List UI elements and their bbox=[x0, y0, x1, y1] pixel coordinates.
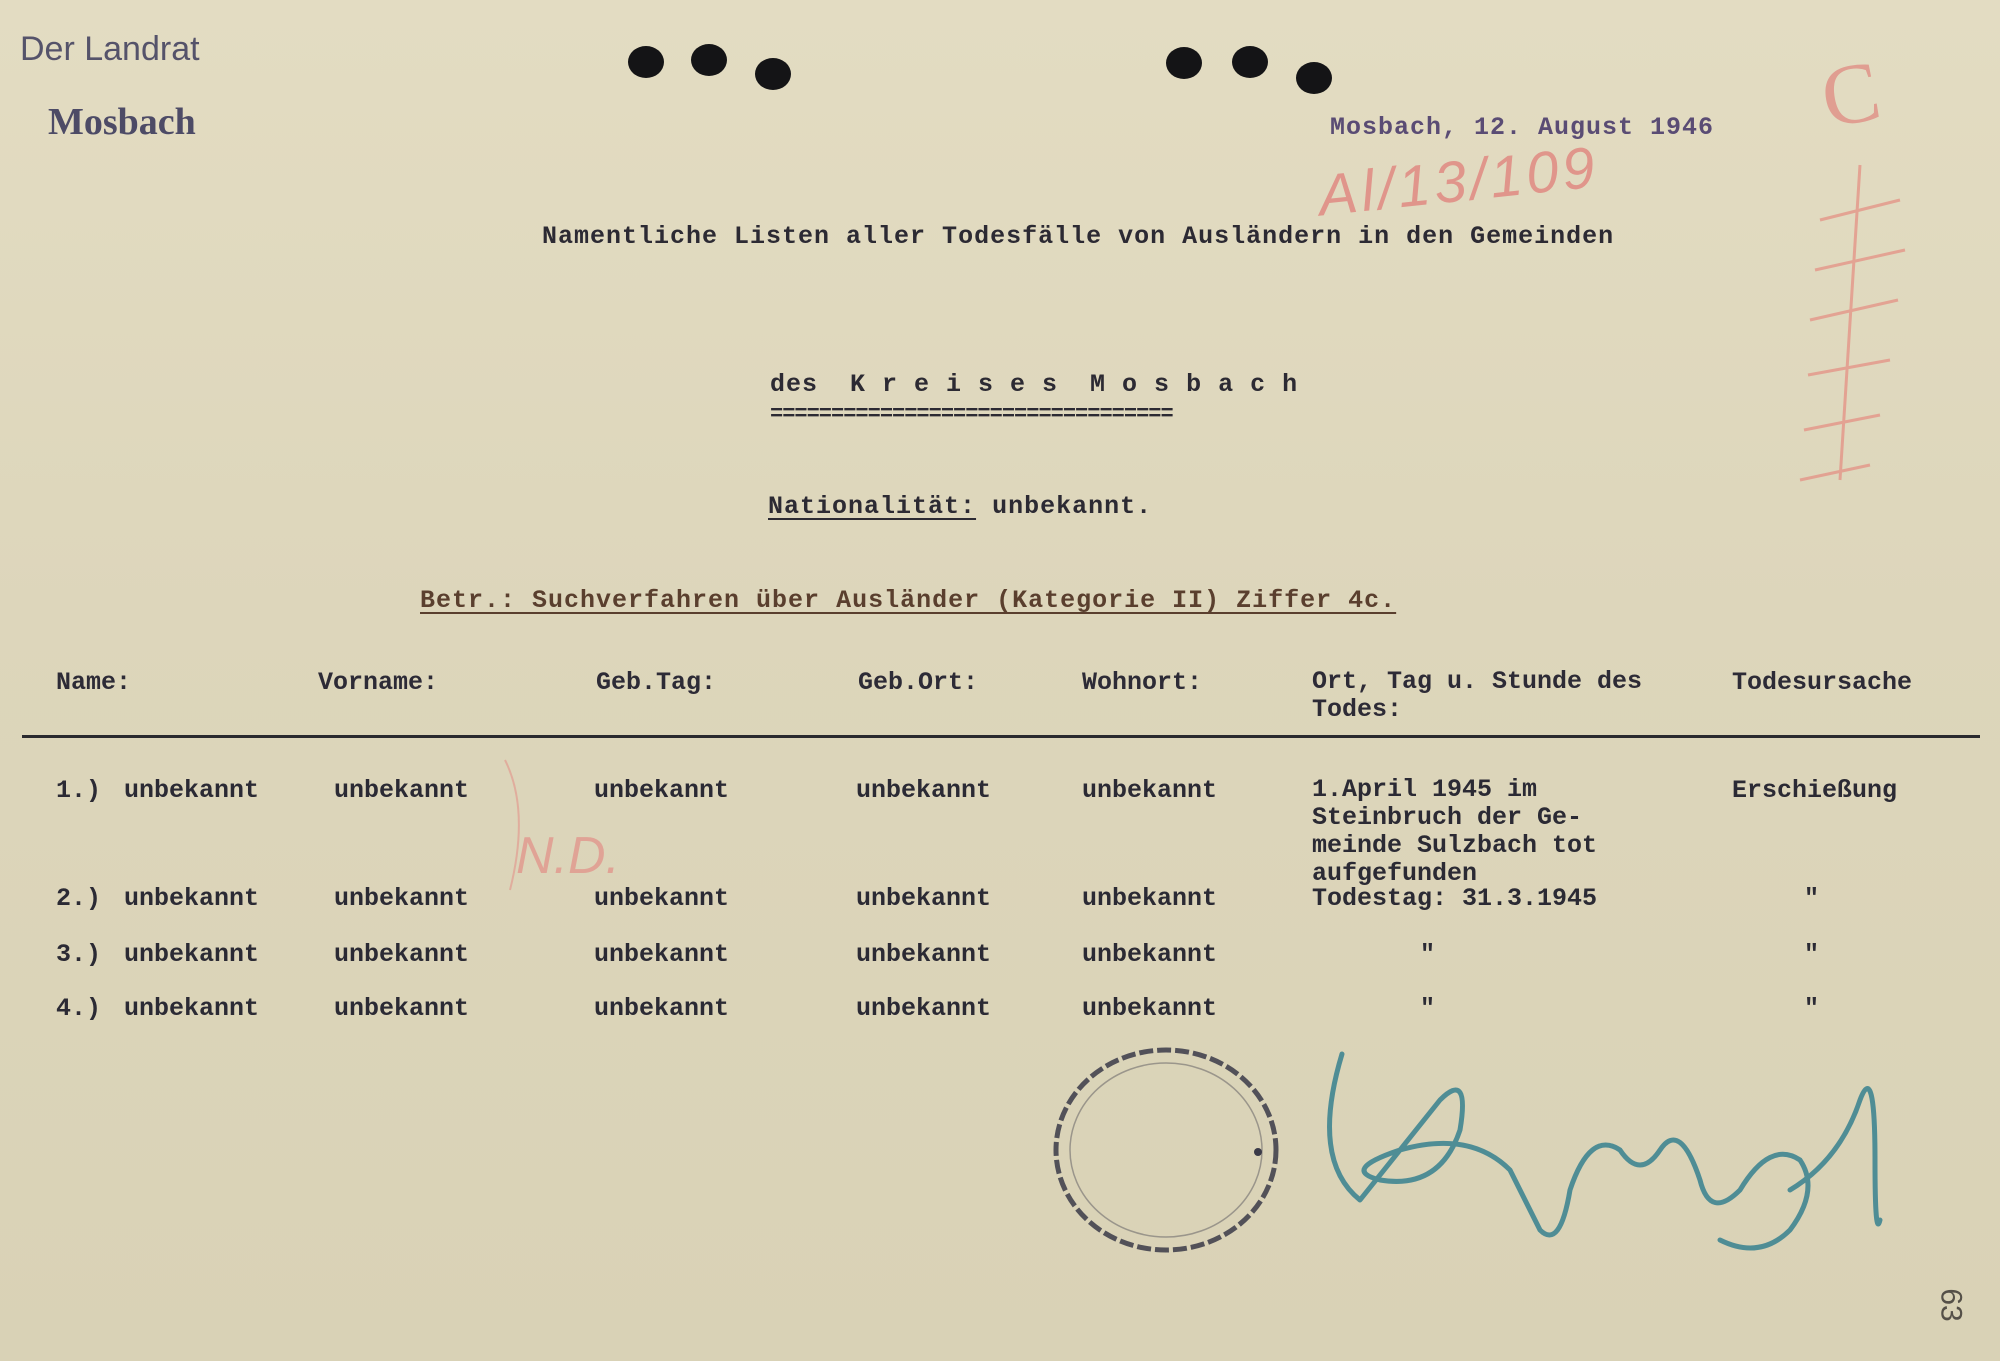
cell-todesursache: Erschießung bbox=[1732, 776, 1898, 805]
cell-geb-ort: unbekannt bbox=[856, 884, 992, 913]
nationality-value: unbekannt. bbox=[992, 492, 1153, 521]
cell-geb-ort: unbekannt bbox=[856, 940, 992, 969]
punch-hole bbox=[628, 46, 664, 78]
cell-vorname: unbekannt bbox=[334, 884, 470, 913]
cell-todesursache: " bbox=[1804, 884, 1820, 913]
district-underline: ================================= bbox=[770, 402, 1173, 427]
official-stamp bbox=[1048, 1040, 1284, 1258]
cell-wohnort: unbekannt bbox=[1082, 994, 1218, 1023]
cell-geb-tag: unbekannt bbox=[594, 994, 730, 1023]
cell-geb-ort: unbekannt bbox=[856, 994, 992, 1023]
margin-scribble bbox=[1780, 160, 1930, 520]
cell-name: unbekannt bbox=[124, 994, 260, 1023]
page-number: 63 bbox=[1934, 1288, 1968, 1322]
margin-note-bracket bbox=[500, 750, 540, 900]
letterhead-title: Der Landrat bbox=[20, 30, 200, 68]
punch-hole bbox=[691, 44, 727, 76]
document-title: Namentliche Listen aller Todesfälle von Ausländern in den Gemeinden bbox=[542, 222, 1615, 251]
header-todesursache: Todesursache bbox=[1732, 668, 1913, 697]
table-header-rule bbox=[22, 735, 1980, 738]
letterhead-place: Mosbach bbox=[48, 101, 196, 143]
district-heading: des K r e i s e s M o s b a c h bbox=[770, 370, 1299, 399]
punch-hole bbox=[1232, 46, 1268, 78]
cell-name: unbekannt bbox=[124, 884, 260, 913]
cell-todesursache: " bbox=[1804, 994, 1820, 1023]
cell-geb-ort: unbekannt bbox=[856, 776, 992, 805]
cell-wohnort: unbekannt bbox=[1082, 940, 1218, 969]
cell-vorname: unbekannt bbox=[334, 776, 470, 805]
file-number-annotation: Al/13/109 bbox=[1315, 134, 1602, 229]
cell-geb-tag: unbekannt bbox=[594, 776, 730, 805]
row-number: 1.) bbox=[56, 776, 102, 805]
cell-todesursache: " bbox=[1804, 940, 1820, 969]
header-wohnort: Wohnort: bbox=[1082, 668, 1203, 697]
cell-vorname: unbekannt bbox=[334, 994, 470, 1023]
subject-line: Betr.: Suchverfahren über Ausländer (Kategorie II) Ziffer 4c. bbox=[420, 586, 1397, 615]
nationality-line bbox=[768, 492, 1152, 521]
cell-name: unbekannt bbox=[124, 940, 260, 969]
margin-note: N.D. bbox=[516, 827, 620, 885]
cell-wohnort: unbekannt bbox=[1082, 884, 1218, 913]
date-line: Mosbach, 12. August 1946 bbox=[1330, 113, 1715, 142]
nationality-label: Nationalität: bbox=[768, 492, 977, 521]
row-number: 4.) bbox=[56, 994, 102, 1023]
cell-name: unbekannt bbox=[124, 776, 260, 805]
punch-hole bbox=[755, 58, 791, 90]
cell-geb-tag: unbekannt bbox=[594, 940, 730, 969]
header-geb-tag: Geb.Tag: bbox=[596, 668, 717, 697]
header-name: Name: bbox=[56, 668, 132, 697]
row-number: 2.) bbox=[56, 884, 102, 913]
cell-wohnort: unbekannt bbox=[1082, 776, 1218, 805]
header-ort-tag-stunde: Ort, Tag u. Stunde des Todes: bbox=[1312, 667, 1643, 724]
header-geb-ort: Geb.Ort: bbox=[858, 668, 979, 697]
cell-geb-tag: unbekannt bbox=[594, 884, 730, 913]
corner-mark: C bbox=[1814, 41, 1888, 147]
cell-vorname: unbekannt bbox=[334, 940, 470, 969]
cell-ort-tag-stunde: 1.April 1945 im Steinbruch der Ge- meinde Sulzbach tot aufgefunden bbox=[1312, 775, 1598, 888]
signature bbox=[1320, 1040, 1920, 1270]
cell-ort-tag-stunde: " bbox=[1420, 994, 1436, 1023]
header-vorname: Vorname: bbox=[318, 668, 439, 697]
cell-ort-tag-stunde: Todestag: 31.3.1945 bbox=[1312, 884, 1598, 913]
row-number: 3.) bbox=[56, 940, 102, 969]
punch-hole bbox=[1166, 47, 1202, 79]
punch-hole bbox=[1296, 62, 1332, 94]
cell-ort-tag-stunde: " bbox=[1420, 940, 1436, 969]
